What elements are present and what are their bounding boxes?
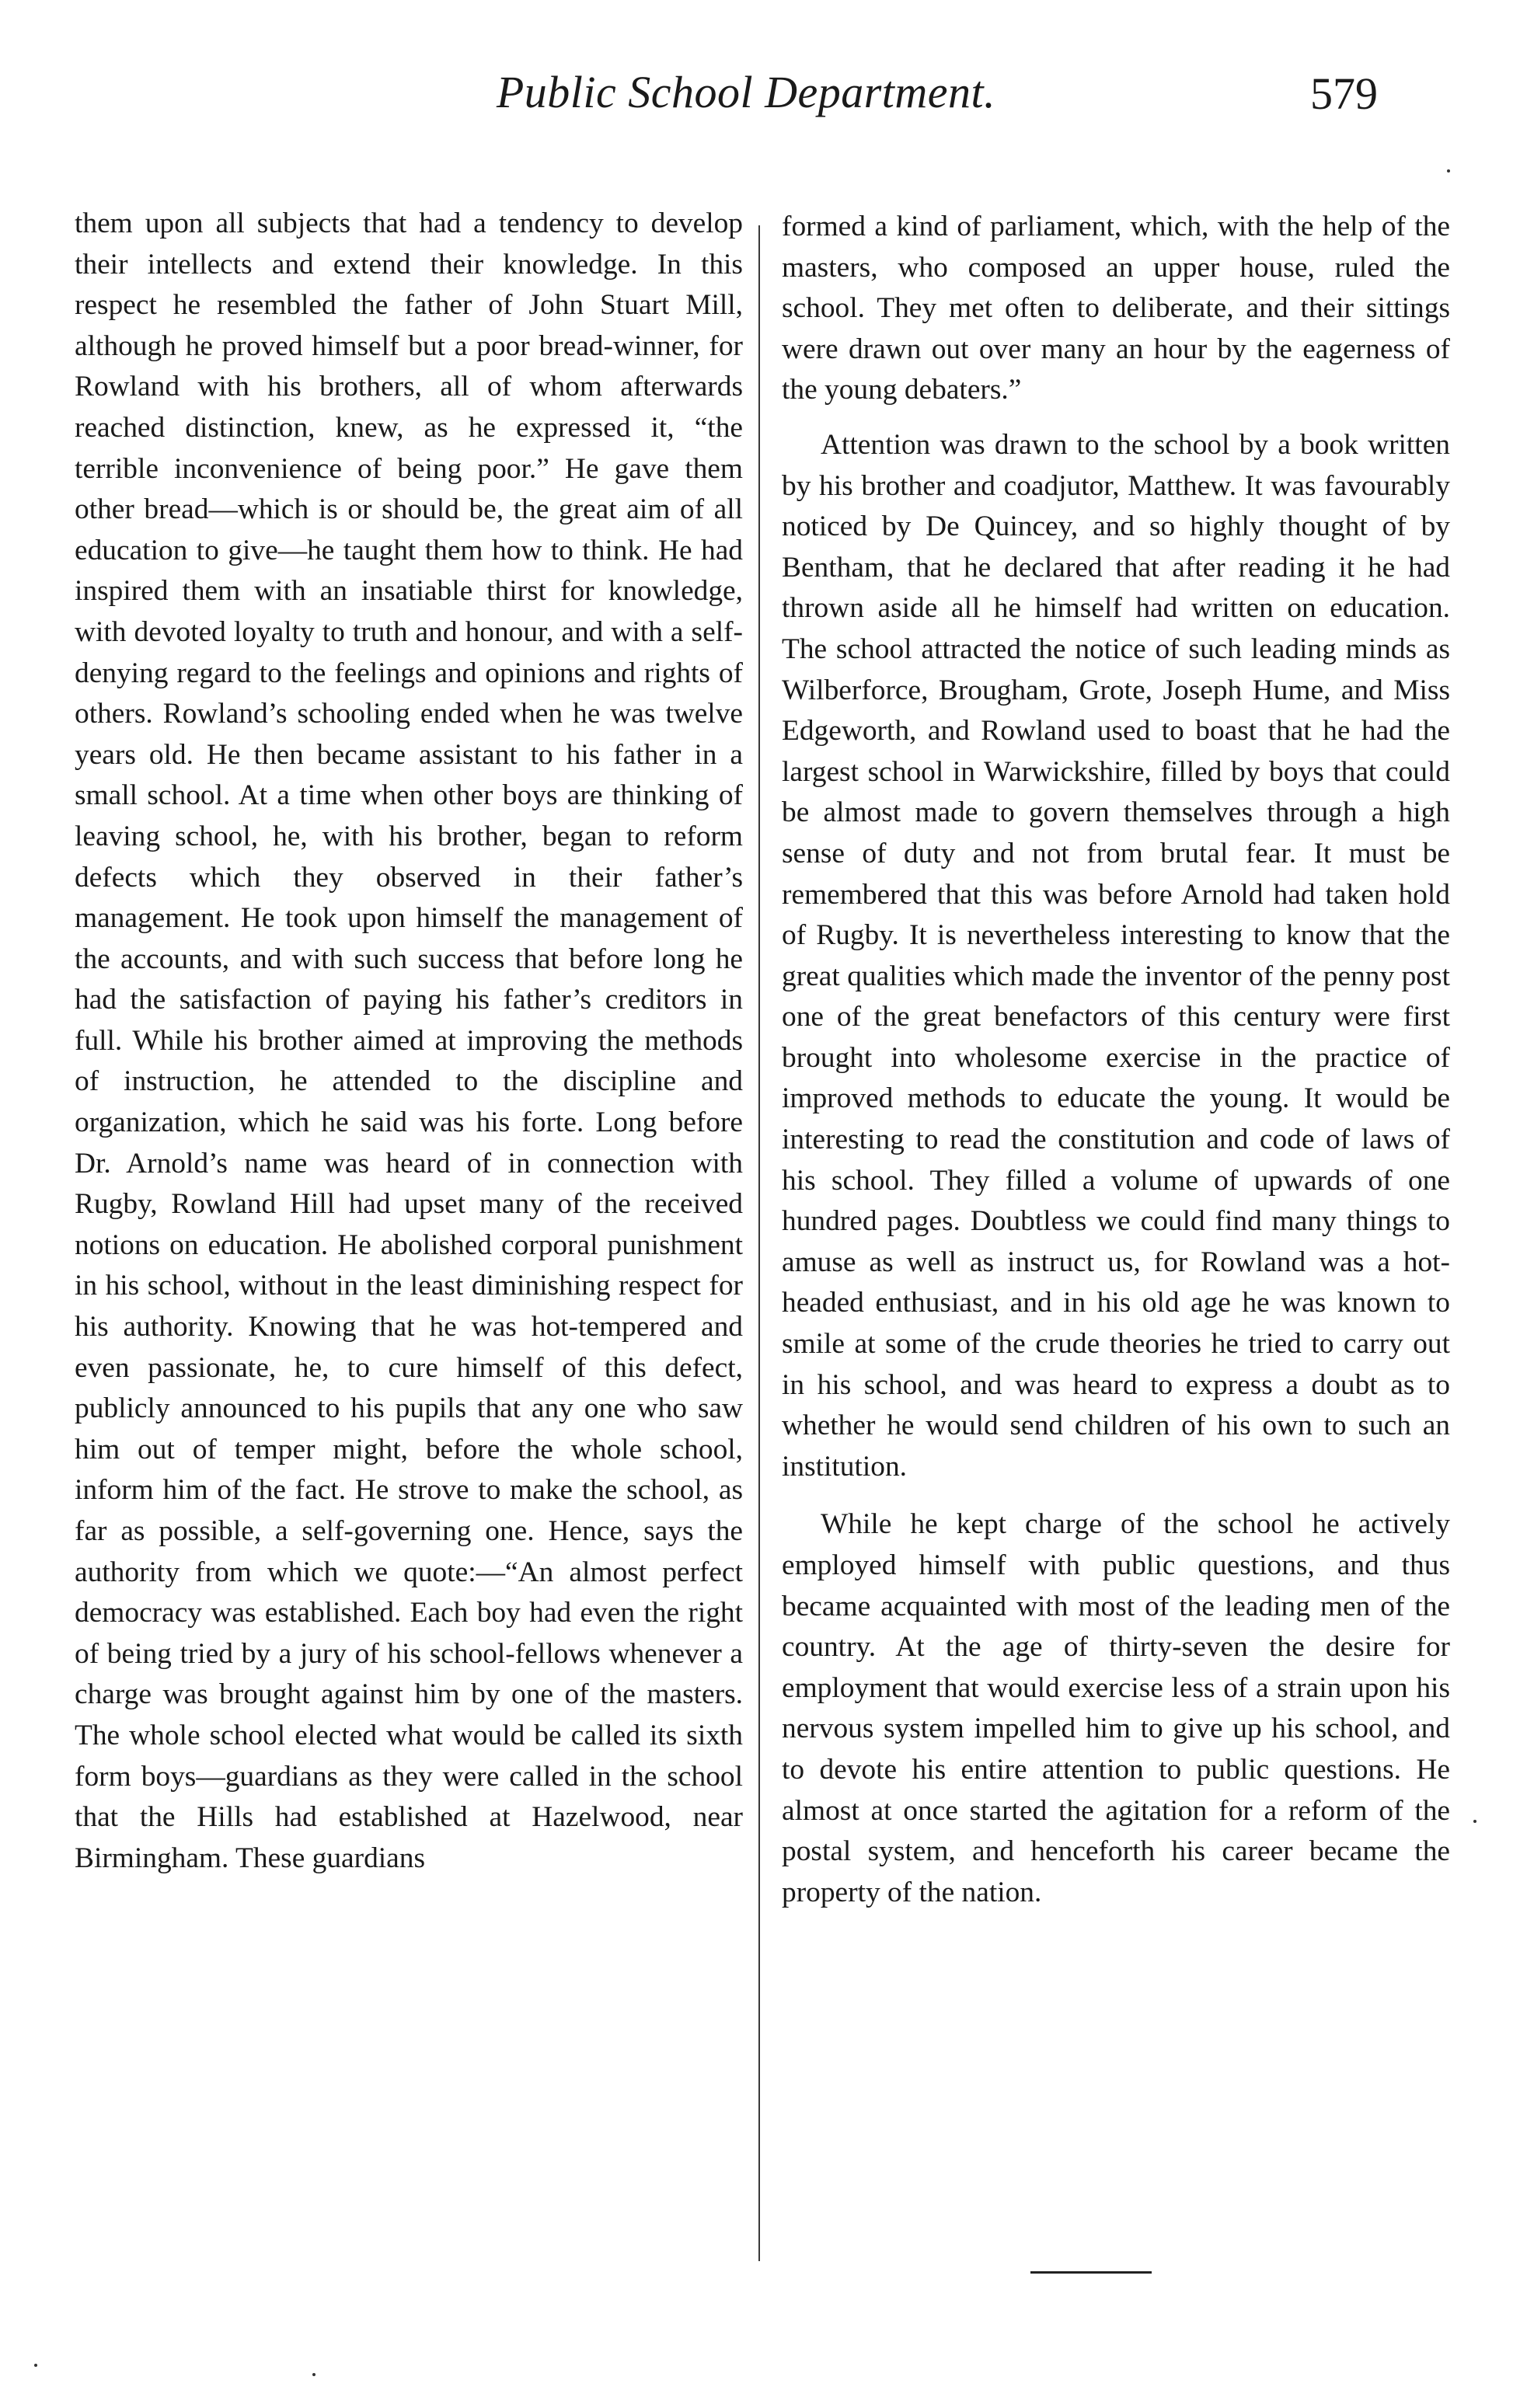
right-paragraph-1: formed a kind of parliament, which, with the help of the masters, who composed an upper house, ruled the school. They met often to deliberate, and their sittings were drawn out over many an hour by the eagerness of the young debaters.”	[782, 211, 1450, 406]
scan-speck	[312, 2373, 316, 2376]
left-paragraph-1: them upon all subjects that had a tendency to develop their intellects and extend their knowledge. In this respect he resembled the father of John Stuart Mill, although he proved himself but a poor bread-winner, for Rowland with his brothers, all of whom afterwards reached distinction, knew, as he expressed it, “the terrible inconvenience of being poor.” He gave them other bread—which is or should be, the great aim of all education to give—he taught them how to think. He had inspired them with an insatiable thirst for knowledge, with devoted loyalty to truth and honour, and with a self-denying regard to the feelings and opinions and rights of others. Rowland’s schooling ended when he was twelve years old. He then became assistant to his father in a small school. At a time when other boys are thinking of leaving school, he, with his brother, began to reform defects which they observed in their father’s management. He took upon himself the management of the accounts, and with such success that before long he had the satisfaction of paying his father’s creditors in full. While his brother aimed at improving the methods of instruction, he attended to the discipline and organization, which he said was his forte. Long before Dr. Arnold’s name was heard of in connection with Rugby, Rowland Hill had upset many of the received notions on education. He abolished corporal punishment in his school, without in the least diminishing respect for his authority. Knowing that he was hot-tempered and even passionate, he, to cure himself of this defect, publicly announced to his pupils that any one who saw him out of temper might, before the whole school, inform him of the fact. He strove to make the school, as far as possible, a self-governing one. Hence, says the authority from which we quote:—“An almost perfect democracy was established. Each boy had even the right of being tried by a jury of his school-fellows whenever a charge was brought against him by one of the masters. The whole school elected what would be called its sixth form boys—guardians as they were called in the school that the Hills had established at Hazelwood, near Birmingham. These guardians	[75, 207, 743, 1874]
column-divider	[758, 225, 760, 2261]
page-number: 579	[1310, 68, 1378, 119]
scan-speck	[1447, 169, 1450, 172]
running-head	[0, 57, 1527, 127]
scan-speck	[1473, 1820, 1476, 1823]
running-head-title: Public School Department.	[496, 67, 996, 117]
left-column	[75, 204, 743, 1879]
end-rule	[1030, 2271, 1152, 2274]
right-paragraph-3: While he kept charge of the school he actively employed himself with public questions, and thus became acquainted with most of the leading men of the country. At the age of thirty-seven the desire for employment that would exercise less of a strain upon his nervous system impelled him to give up his school, and to devote his entire attention to public questions. He almost at once started the agitation for a reform of the postal system, and henceforth his career became the property of the nation.	[782, 1508, 1450, 1908]
scan-speck	[34, 2364, 37, 2367]
right-column	[782, 207, 1450, 1913]
right-paragraph-2: Attention was drawn to the school by a book written by his brother and coadjutor, Matthew. It was favourably noticed by De Quincey, and so highly thought of by Bentham, that he declared that after reading it he had thrown aside all he himself had written on education. The school attracted the notice of such leading minds as Wilberforce, Brougham, Grote, Joseph Hume, and Miss Edgeworth, and Rowland used to boast that he had the largest school in Warwickshire, filled by boys that could be almost made to govern themselves through a high sense of duty and not from brutal fear. It must be remembered that this was before Arnold had taken hold of Rugby. It is nevertheless interesting to know that the great qualities which made the inventor of the penny post one of the great benefactors of this century were first brought into wholesome exercise in the practice of improved methods to educate the young. It would be interesting to read the constitution and code of laws of his school. They filled a volume of upwards of one hundred pages. Doubtless we could find many things to amuse as well as instruct us, for Rowland was a hot-headed enthusiast, and in his old age he was known to smile at some of the crude theories he tried to carry out in his school, and was heard to express a doubt as to whether he would send children of his own to such an institution.	[782, 428, 1450, 1483]
